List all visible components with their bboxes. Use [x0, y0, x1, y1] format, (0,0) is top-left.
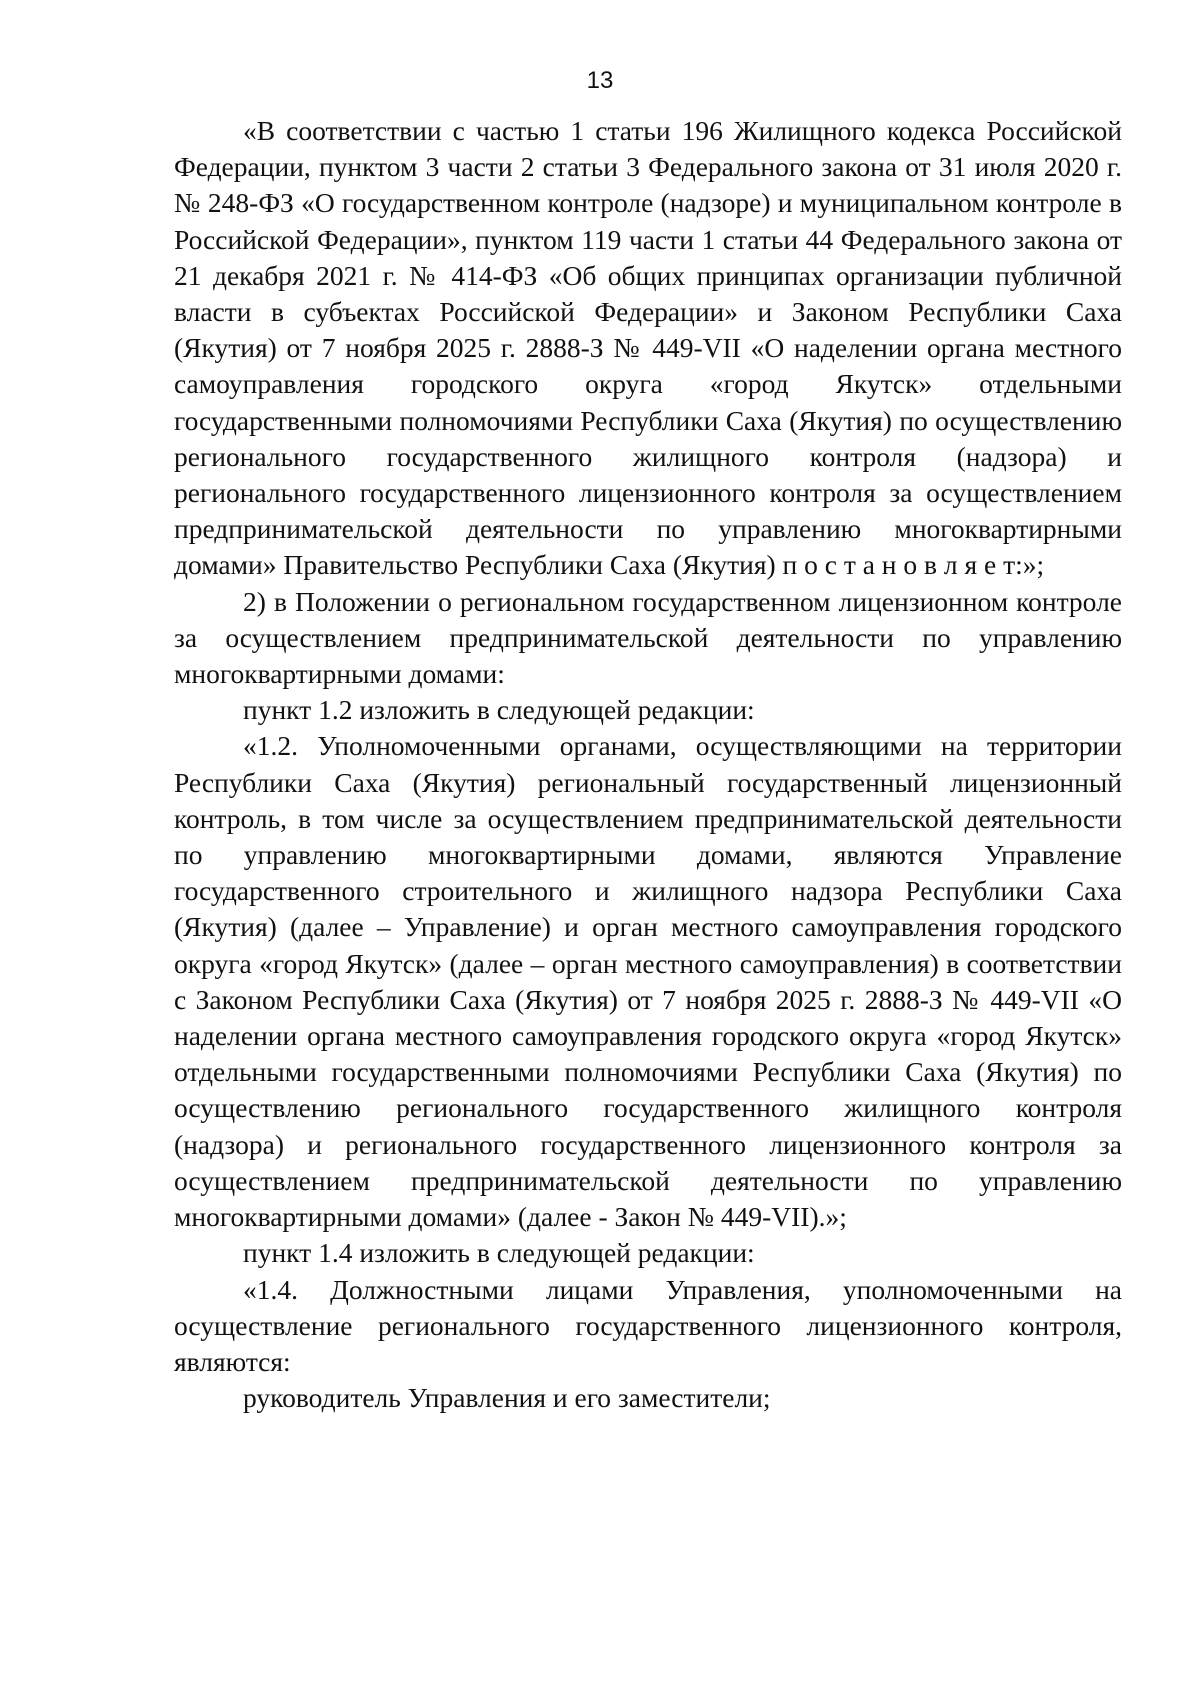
document-body	[174, 113, 1122, 1416]
paragraph-preamble: «В соответствии с частью 1 статьи 196 Жилищного кодекса Российской Федерации, пунктом 3 части 2 статьи 3 Федерального закона от 31 июля 2020 г. № 248-ФЗ «О государственном контроле (надзоре) и муниципальном контроле в Российской Федерации», пунктом 119 части 1 статьи 44 Федерального закона от 21 декабря 2021 г. № 414-ФЗ «Об общих принципах организации публичной власти в субъектах Российской Федерации» и Законом Республики Саха (Якутия) от 7 ноября 2025 г. 2888-З № 449-VII «О наделении органа местного самоуправления городского округа «город Якутск» отдельными государственными полномочиями Республики Саха (Якутия) по осуществлению регионального государственного жилищного контроля (надзора) и регионального государственного лицензионного контроля за осуществлением предпринимательской деятельности по управлению многоквартирными домами» Правительство Республики Саха (Якутия) п о с т а н о в л я е т:»;	[174, 115, 1122, 581]
paragraph-point-1-4-intro: пункт 1.4 изложить в следующей редакции:	[243, 1237, 755, 1269]
paragraph-officials-list: руководитель Управления и его заместители;	[243, 1382, 771, 1414]
paragraph-point-1-2-intro: пункт 1.2 изложить в следующей редакции:	[243, 694, 755, 726]
paragraph-point-1-2-text: «1.2. Уполномоченными органами, осуществляющими на территории Республики Саха (Якутия) региональный государственный лицензионный контроль, в том числе за осуществлением предпринимательской деятельности по управлению многоквартирными домами, являются Управление государственного строительного и жилищного надзора Республики Саха (Якутия) (далее – Управление) и орган местного самоуправления городского округа «город Якутск» (далее – орган местного самоуправления) в соответствии с Законом Республики Саха (Якутия) от 7 ноября 2025 г. 2888-З № 449-VII «О наделении органа местного самоуправления городского округа «город Якутск» отдельными государственными полномочиями Республики Саха (Якутия) по осуществлению регионального государственного жилищного контроля (надзора) и регионального государственного лицензионного контроля за осуществлением предпринимательской деятельности по управлению многоквартирными домами» (далее - Закон № 449-VII).»;	[174, 730, 1122, 1233]
page-number: 13	[586, 67, 614, 94]
paragraph-item-2: 2) в Положении о региональном государственном лицензионном контроле за осуществлением предпринимательской деятельности по управлению многоквартирными домами:	[174, 585, 1122, 690]
paragraph-point-1-4-text: «1.4. Должностными лицами Управления, уполномоченными на осуществление регионального государственного лицензионного контроля, являются:	[174, 1273, 1122, 1377]
